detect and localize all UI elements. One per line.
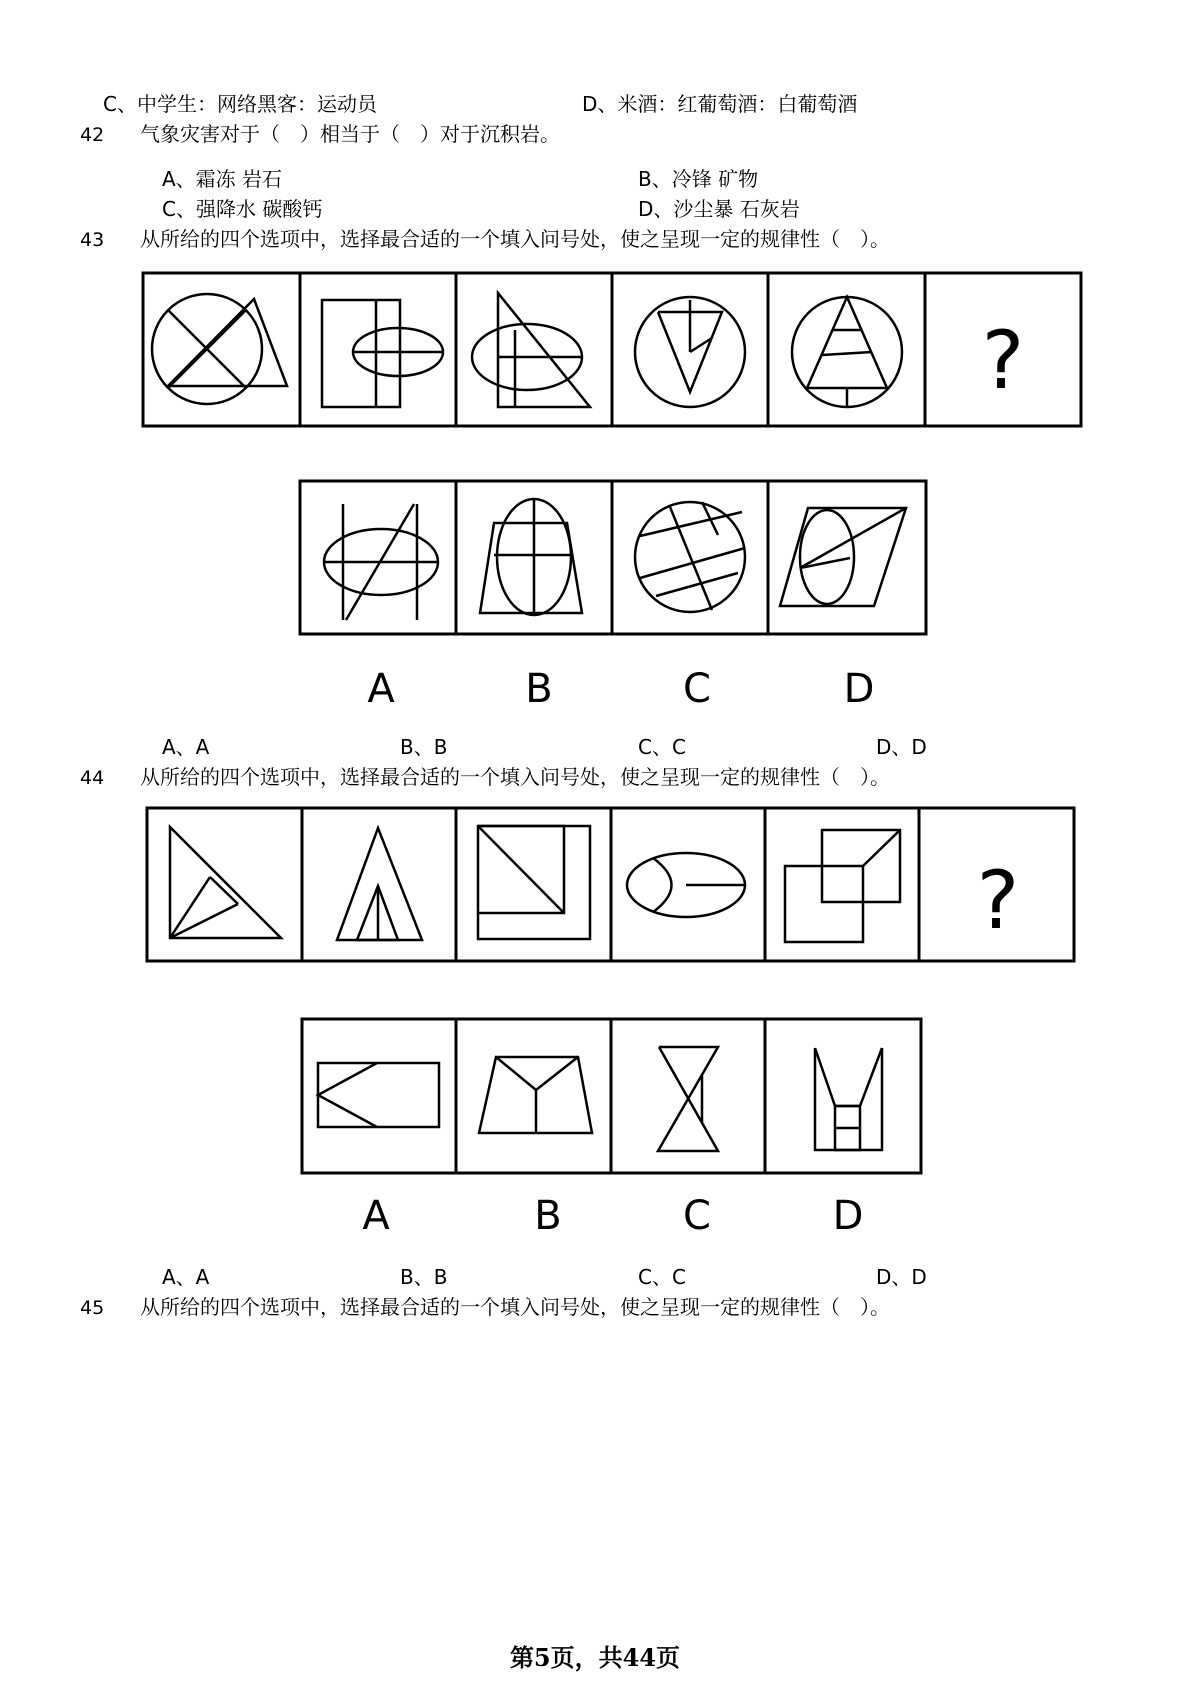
q44-option-b: B、B	[400, 1265, 448, 1289]
q44-figure-label-d: D	[832, 1193, 864, 1239]
q43-option-a: A、A	[162, 735, 210, 759]
q43-seq-4	[635, 297, 745, 407]
q44-sequence-strip	[147, 808, 1074, 961]
q42-stem: 气象灾害对于（ ）相当于（ ）对于沉积岩。	[140, 122, 560, 146]
q43-seq-2	[322, 300, 443, 407]
q44-option-c: C、C	[638, 1265, 686, 1289]
q43-seq-5	[792, 297, 902, 408]
q42-option-c: C、强降水 碳酸钙	[162, 197, 323, 221]
q45-number: 45	[80, 1297, 105, 1319]
q44-seq-3	[478, 826, 590, 939]
q43-sequence-strip	[143, 273, 1081, 426]
q43-option-c-figure	[635, 502, 745, 612]
q44-figure-label-b: B	[534, 1193, 562, 1239]
q42-option-b: B、冷锋 矿物	[638, 167, 759, 191]
q44-figure-label-a: A	[362, 1193, 390, 1239]
q43-option-d: D、D	[876, 735, 927, 759]
q44-question-mark: ?	[976, 854, 1020, 947]
q43-options-strip	[300, 481, 926, 634]
q44-seq-1	[170, 827, 281, 938]
q43-option-a-figure	[324, 504, 438, 620]
q43-seq-1	[152, 294, 287, 404]
q44-figure-label-c: C	[683, 1193, 711, 1239]
q43-figure-label-a: A	[367, 666, 395, 712]
q44-seq-2	[337, 828, 422, 940]
q44-option-a: A、A	[162, 1265, 210, 1289]
q44-seq-4	[627, 853, 745, 917]
page-footer: 第5页，共44页	[509, 1643, 681, 1672]
q43-seq-3	[472, 293, 590, 407]
q43-option-d-figure	[780, 508, 906, 606]
q45-stem: 从所给的四个选项中，选择最合适的一个填入问号处，使之呈现一定的规律性（ ）。	[140, 1295, 890, 1319]
q41-option-c: C、中学生：网络黑客：运动员	[103, 92, 377, 116]
q43-option-c: C、C	[638, 735, 686, 759]
q42-option-d: D、沙尘暴 石灰岩	[638, 197, 800, 221]
q42-option-a: A、霜冻 岩石	[162, 167, 283, 191]
q44-option-d: D、D	[876, 1265, 927, 1289]
q43-option-b: B、B	[400, 735, 448, 759]
q42-number: 42	[80, 124, 105, 146]
q43-option-b-figure	[480, 499, 582, 615]
q44-stem: 从所给的四个选项中，选择最合适的一个填入问号处，使之呈现一定的规律性（ ）。	[140, 765, 890, 789]
q43-figure-label-b: B	[525, 666, 553, 712]
q43-stem: 从所给的四个选项中，选择最合适的一个填入问号处，使之呈现一定的规律性（ ）。	[140, 227, 890, 251]
q44-option-d-figure	[815, 1048, 882, 1150]
q44-option-c-figure	[658, 1047, 718, 1151]
q44-options-strip	[302, 1019, 921, 1173]
q44-option-a-figure	[318, 1063, 439, 1127]
q44-option-b-figure	[479, 1057, 592, 1133]
q44-seq-5	[785, 830, 900, 942]
q41-option-d: D、米酒：红葡萄酒：白葡萄酒	[582, 92, 858, 116]
q43-figure-label-c: C	[683, 666, 711, 712]
q43-number: 43	[80, 229, 105, 251]
q43-figure-label-d: D	[843, 666, 875, 712]
q43-question-mark: ?	[981, 314, 1025, 407]
q44-number: 44	[80, 767, 105, 789]
